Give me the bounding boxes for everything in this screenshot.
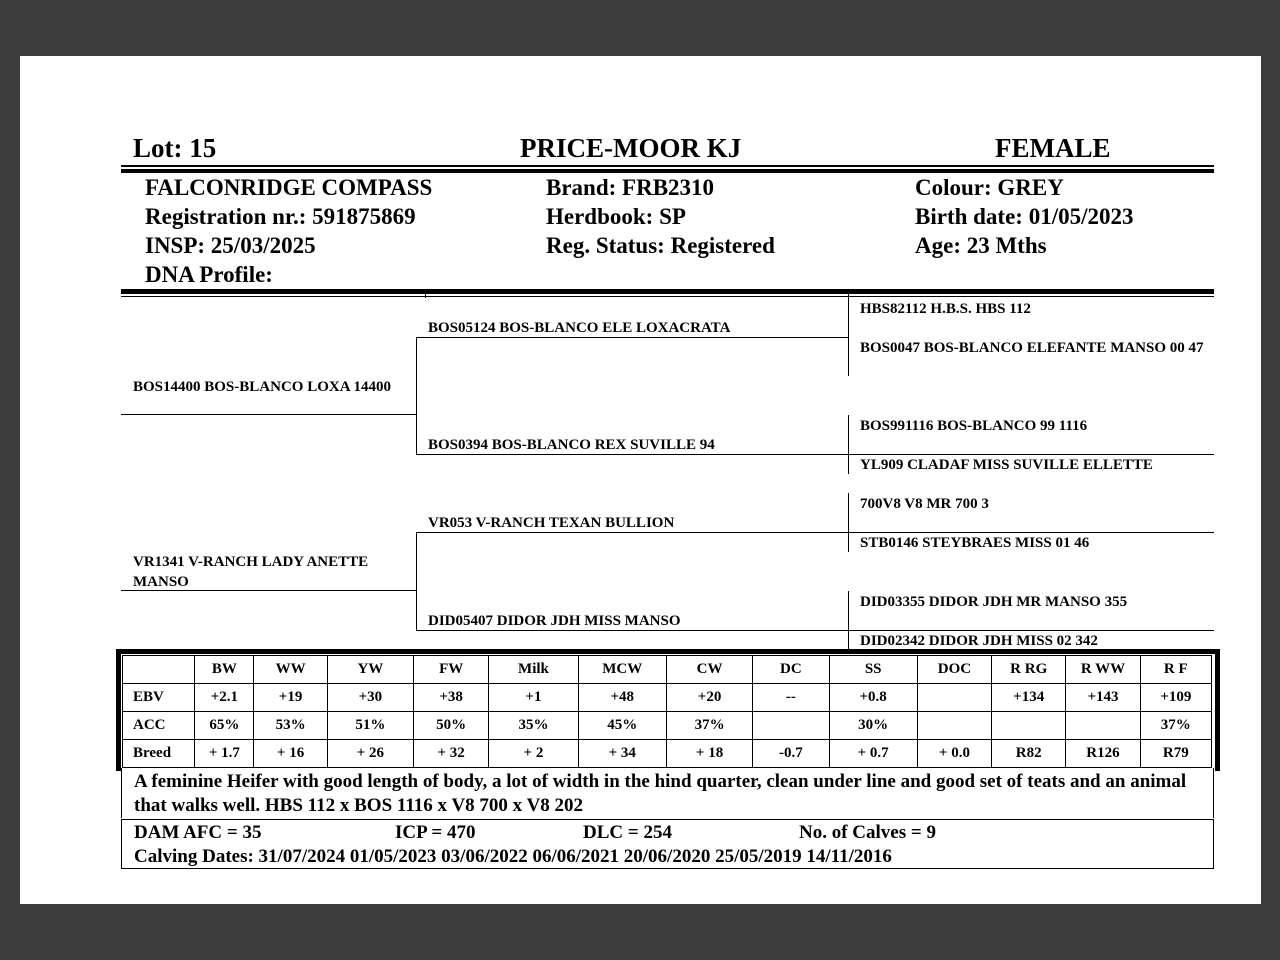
ebv-header-cell: DC (753, 656, 829, 684)
ebv-cell: +38 (414, 684, 489, 712)
ebv-cell: +1 (489, 684, 578, 712)
breed-cell: R82 (992, 740, 1066, 768)
sire-line (121, 414, 416, 415)
dam-stats (121, 819, 1214, 869)
sire-bracket (416, 337, 417, 454)
ds-sire: 700V8 V8 MR 700 3 (860, 496, 989, 512)
acc-cell (992, 712, 1066, 740)
pedigree-divider-1 (425, 290, 426, 298)
acc-cell: 51% (327, 712, 413, 740)
dna-profile: DNA Profile: (145, 262, 273, 287)
breed-cell: + 18 (666, 740, 752, 768)
ss-dam: BOS0047 BOS-BLANCO ELEFANTE MANSO 00 47 (860, 340, 1204, 356)
acc-cell (1066, 712, 1140, 740)
ds-bracket (848, 493, 849, 552)
inspection-date: INSP: 25/03/2025 (145, 233, 316, 258)
ebv-cell (917, 684, 991, 712)
ebv-cell: -- (753, 684, 829, 712)
acc-cell: 45% (578, 712, 666, 740)
ebv-header-cell (123, 656, 195, 684)
registration-status: Reg. Status: Registered (546, 233, 775, 258)
ebv-header-cell: YW (327, 656, 413, 684)
acc-cell: 37% (1140, 712, 1211, 740)
ebv-cell: +134 (992, 684, 1066, 712)
pedigree-divider-2 (848, 290, 849, 298)
ebv-header-row (123, 656, 1212, 684)
ebv-cell: +109 (1140, 684, 1211, 712)
herdbook: Herdbook: SP (546, 204, 686, 229)
ebv-table (122, 655, 1212, 768)
breed-cell: + 1.7 (195, 740, 254, 768)
ebv-header-cell: BW (195, 656, 254, 684)
ebv-cell: +20 (666, 684, 752, 712)
dam-sire-line (416, 532, 848, 533)
ebv-header-cell: CW (666, 656, 752, 684)
ebv-cell: +30 (327, 684, 413, 712)
dd-dam: DID02342 DIDOR JDH MISS 02 342 (860, 633, 1098, 649)
ebv-header-cell: MCW (578, 656, 666, 684)
sire-dam: BOS0394 BOS-BLANCO REX SUVILLE 94 (428, 437, 715, 453)
dd-sire: DID03355 DIDOR JDH MR MANSO 355 (860, 594, 1128, 610)
info-rule-bottom (121, 296, 1214, 297)
ebv-cell: +48 (578, 684, 666, 712)
acc-cell (917, 712, 991, 740)
breed-cell: + 0.7 (829, 740, 917, 768)
breed-cell: + 0.0 (917, 740, 991, 768)
breed-cell: R126 (1066, 740, 1140, 768)
ebv-row (123, 684, 1212, 712)
dam-afc: DAM AFC = 35 (134, 822, 262, 843)
dam: VR1341 V-RANCH LADY ANETTE MANSO (133, 554, 369, 590)
colour: Colour: GREY (915, 175, 1064, 200)
sd-dam: YL909 CLADAF MISS SUVILLE ELLETTE (860, 457, 1153, 473)
acc-cell: 65% (195, 712, 254, 740)
row-label: ACC (123, 712, 195, 740)
ss-bracket (848, 298, 849, 376)
ebv-header-cell: SS (829, 656, 917, 684)
sire-dam-line (416, 454, 848, 455)
ebv-cell: +19 (254, 684, 327, 712)
acc-row (123, 712, 1212, 740)
breed-cell: + 16 (254, 740, 327, 768)
acc-cell: 35% (489, 712, 578, 740)
ebv-header-cell: R F (1140, 656, 1211, 684)
registration-number: Registration nr.: 591875869 (145, 204, 416, 229)
dam-bracket (416, 532, 417, 630)
header-rule-top (121, 165, 1214, 167)
acc-cell: 30% (829, 712, 917, 740)
sire-sire-line (416, 337, 848, 338)
ebv-cell: +2.1 (195, 684, 254, 712)
info-rule-top (121, 289, 1214, 294)
ebv-header-cell: R RG (992, 656, 1066, 684)
breed-cell: R79 (1140, 740, 1211, 768)
sd-sire: BOS991116 BOS-BLANCO 99 1116 (860, 418, 1088, 434)
calving-dates: Calving Dates: 31/07/2024 01/05/2023 03/06/2022 06/06/2021 20/06/2020 25/05/2019 14/11/2016 (134, 846, 892, 867)
inspection-comment: A feminine Heifer with good length of body, a lot of width in the hind quarter, clean under line and good set of teats and an animal that walks well. HBS 112 x BOS 1116 x V8 700 x V8 202 (121, 768, 1214, 818)
dam-dam: DID05407 DIDOR JDH MISS MANSO (428, 613, 681, 629)
header-rule-bottom (121, 169, 1214, 173)
dam-sire: VR053 V-RANCH TEXAN BULLION (428, 515, 675, 531)
sex-label: FEMALE (995, 133, 1111, 163)
age: Age: 23 Mths (915, 233, 1047, 258)
breed-cell: + 2 (489, 740, 578, 768)
birth-date: Birth date: 01/05/2023 (915, 204, 1134, 229)
ss-sire: HBS82112 H.B.S. HBS 112 (860, 301, 1031, 317)
breed-cell: -0.7 (753, 740, 829, 768)
dam-calves: No. of Calves = 9 (799, 822, 936, 843)
row-label: EBV (123, 684, 195, 712)
acc-cell: 53% (254, 712, 327, 740)
breed-cell: + 34 (578, 740, 666, 768)
ebv-cell: +143 (1066, 684, 1140, 712)
sd-bracket (848, 415, 849, 474)
ebv-header-cell: WW (254, 656, 327, 684)
ebv-header-cell: FW (414, 656, 489, 684)
sire: BOS14400 BOS-BLANCO LOXA 14400 (133, 379, 391, 395)
breed-cell: + 32 (414, 740, 489, 768)
breed-cell: + 26 (327, 740, 413, 768)
ebv-header-cell: DOC (917, 656, 991, 684)
dam-icp: ICP = 470 (395, 822, 476, 843)
lot-number: Lot: 15 (133, 133, 217, 163)
ds-dam: STB0146 STEYBRAES MISS 01 46 (860, 535, 1090, 551)
dam-dlc: DLC = 254 (583, 822, 672, 843)
animal-name: FALCONRIDGE COMPASS (145, 175, 433, 200)
ebv-header-cell: R WW (1066, 656, 1140, 684)
dd-bracket (848, 591, 849, 650)
row-label: Breed (123, 740, 195, 768)
dam-dam-line (416, 630, 848, 631)
dam-line (121, 590, 416, 591)
sire-sire: BOS05124 BOS-BLANCO ELE LOXACRATA (428, 320, 731, 336)
acc-cell (753, 712, 829, 740)
acc-cell: 37% (666, 712, 752, 740)
breed-row (123, 740, 1212, 768)
breeder-name: PRICE-MOOR KJ (520, 133, 742, 163)
brand: Brand: FRB2310 (546, 175, 715, 200)
acc-cell: 50% (414, 712, 489, 740)
ebv-cell: +0.8 (829, 684, 917, 712)
ebv-header-cell: Milk (489, 656, 578, 684)
